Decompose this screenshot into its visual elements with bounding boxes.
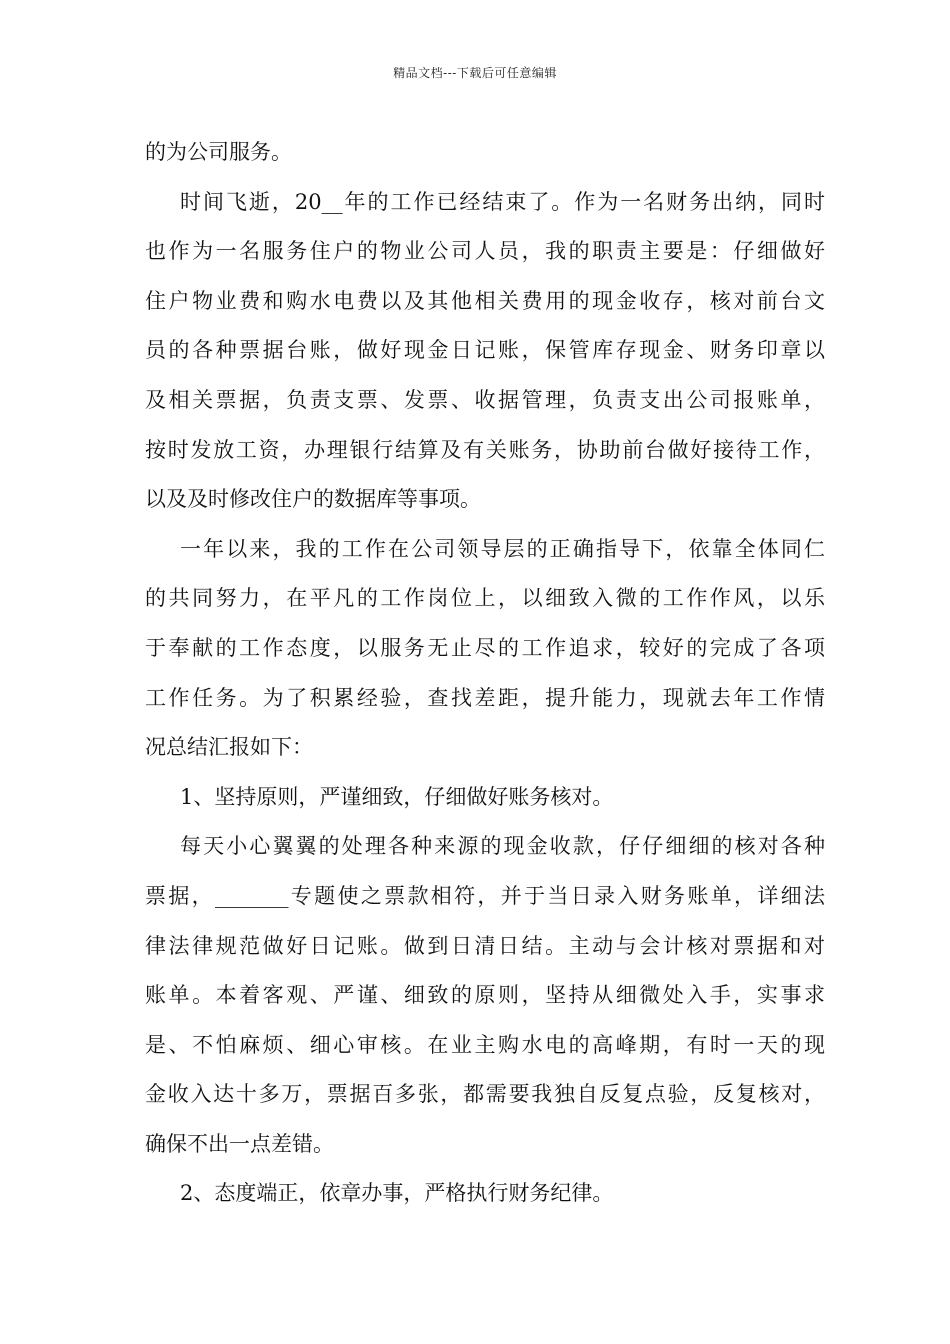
text-line: 1、坚持原则，严谨细致，仔细做好账务核对。 [180, 784, 614, 809]
text-line: 及相关票据，负责支票、发票、收据管理，负责支出公司报账单， [145, 387, 825, 412]
text-line: 工作任务。为了积累经验，查找差距，提升能力，现就去年工作情 [145, 685, 825, 710]
text-line: 也作为一名服务住户的物业公司人员，我的职责主要是：仔细做好 [145, 239, 825, 264]
text-line: 是、不怕麻烦、细心审核。在业主购水电的高峰期，有时一天的现 [145, 1032, 825, 1057]
text-line: 按时发放工资，办理银行结算及有关账务，协助前台做好接待工作， [145, 437, 825, 462]
text-line: 时间飞逝，20__年的工作已经结束了。作为一名财务出纳，同时 [180, 189, 825, 214]
text-line: 以及及时修改住户的数据库等事项。 [145, 487, 481, 512]
text-line: 确保不出一点差错。 [145, 1131, 334, 1156]
text-line: 的共同努力，在平凡的工作岗位上，以细致入微的工作作风，以乐 [145, 586, 825, 611]
text-line: 每天小心翼翼的处理各种来源的现金收款，仔仔细细的核对各种 [180, 834, 825, 859]
text-line: 2、态度端正，依章办事，严格执行财务纪律。 [180, 1181, 614, 1206]
text-line: 员的各种票据台账，做好现金日记账，保管库存现金、财务印章以 [145, 338, 825, 363]
page-header: 精品文档---下载后可任意编辑 [393, 66, 557, 80]
text-line: 况总结汇报如下： [145, 735, 313, 760]
text-line: 金收入达十多万，票据百多张，都需要我独自反复点验，反复核对， [145, 1082, 825, 1107]
text-line: 住户物业费和购水电费以及其他相关费用的现金收存，核对前台文 [145, 288, 825, 313]
text-line: 账单。本着客观、严谨、细致的原则，坚持从细微处入手，实事求 [145, 983, 825, 1008]
text-line: 于奉献的工作态度，以服务无止尽的工作追求，较好的完成了各项 [145, 635, 825, 660]
text-line: 律法律规范做好日记账。做到日清日结。主动与会计核对票据和对 [145, 933, 825, 958]
text-line: 票据，_______专题使之票款相符，并于当日录入财务账单，详细法 [145, 883, 825, 908]
text-line: 的为公司服务。 [145, 140, 292, 164]
text-line: 一年以来，我的工作在公司领导层的正确指导下，依靠全体同仁 [180, 536, 825, 561]
document-body [145, 128, 825, 1219]
